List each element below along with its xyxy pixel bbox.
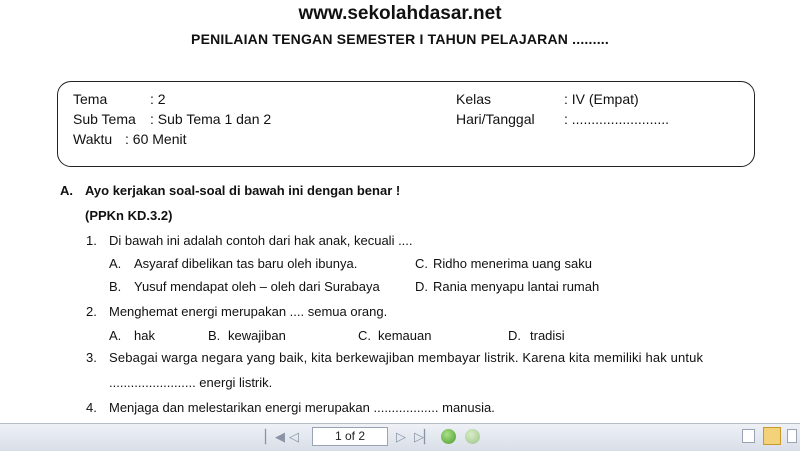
question-1-number: 1. xyxy=(86,233,97,248)
q1-option-a-text: Asyaraf dibelikan tas baru oleh ibunya. xyxy=(134,256,358,271)
tema-value: : 2 xyxy=(150,91,166,107)
kelas-label: Kelas xyxy=(456,91,492,107)
page-indicator[interactable]: 1 of 2 xyxy=(312,427,388,446)
q2-option-c-text: kemauan xyxy=(378,328,432,343)
site-url: www.sekolahdasar.net xyxy=(298,3,502,24)
waktu-value: : 60 Menit xyxy=(125,131,187,147)
subtema-label: Sub Tema xyxy=(73,111,136,127)
question-2-text: Menghemat energi merupakan .... semua orang. xyxy=(109,304,388,319)
section-letter: A. xyxy=(60,183,73,198)
subtema-value: : Sub Tema 1 dan 2 xyxy=(150,111,272,127)
question-2-number: 2. xyxy=(86,304,97,319)
forward-icon[interactable] xyxy=(465,429,480,444)
kelas-value: : IV (Empat) xyxy=(564,91,639,107)
next-page-icon[interactable]: ▷ xyxy=(396,429,406,444)
save-icon[interactable] xyxy=(763,427,781,445)
section-kd: (PPKn KD.3.2) xyxy=(85,208,173,223)
page-view-icon[interactable] xyxy=(742,429,755,443)
last-page-icon[interactable]: ▷▏ xyxy=(414,429,434,444)
q2-option-d-letter: D. xyxy=(508,328,521,343)
q2-option-b-text: kewajiban xyxy=(228,328,286,343)
hari-value: : ......................... xyxy=(564,111,670,127)
q1-option-b-text: Yusuf mendapat oleh – oleh dari Surabaya xyxy=(134,279,380,294)
viewer-toolbar xyxy=(0,423,800,451)
question-1-text: Di bawah ini adalah contoh dari hak anak, kecuali .... xyxy=(109,233,413,248)
q1-option-d-text: Rania menyapu lantai rumah xyxy=(433,279,600,294)
question-3-continuation: ........................ energi listrik. xyxy=(109,375,273,390)
q2-option-b-letter: B. xyxy=(208,328,221,343)
toolbar-overflow-icon[interactable] xyxy=(787,429,797,443)
q1-option-c-text: Ridho menerima uang saku xyxy=(433,256,592,271)
hari-label: Hari/Tanggal xyxy=(456,111,535,127)
first-page-icon[interactable]: ▏◀ xyxy=(265,429,285,444)
q2-option-d-text: tradisi xyxy=(530,328,565,343)
q1-option-d-letter: D. xyxy=(415,279,428,294)
back-icon[interactable] xyxy=(441,429,456,444)
q1-option-c-letter: C. xyxy=(415,256,428,271)
tema-label: Tema xyxy=(73,91,108,107)
page-title: PENILAIAN TENGAN SEMESTER I TAHUN PELAJARAN ......... xyxy=(191,31,609,47)
q2-option-c-letter: C. xyxy=(358,328,371,343)
section-instruction: Ayo kerjakan soal-soal di bawah ini dengan benar ! xyxy=(85,183,401,198)
q2-option-a-letter: A. xyxy=(109,328,122,343)
q1-option-a-letter: A. xyxy=(109,256,122,271)
question-4-text: Menjaga dan melestarikan energi merupakan .................. manusia. xyxy=(109,400,495,415)
prev-page-icon[interactable]: ◁ xyxy=(289,429,299,444)
q2-option-a-text: hak xyxy=(134,328,155,343)
question-3-text: Sebagai warga negara yang baik, kita berkewajiban membayar listrik. Karena kita memiliki hak untuk xyxy=(109,350,704,365)
q1-option-b-letter: B. xyxy=(109,279,122,294)
question-3-number: 3. xyxy=(86,350,97,365)
info-box xyxy=(57,81,755,167)
waktu-label: Waktu xyxy=(73,131,113,147)
question-4-number: 4. xyxy=(86,400,97,415)
